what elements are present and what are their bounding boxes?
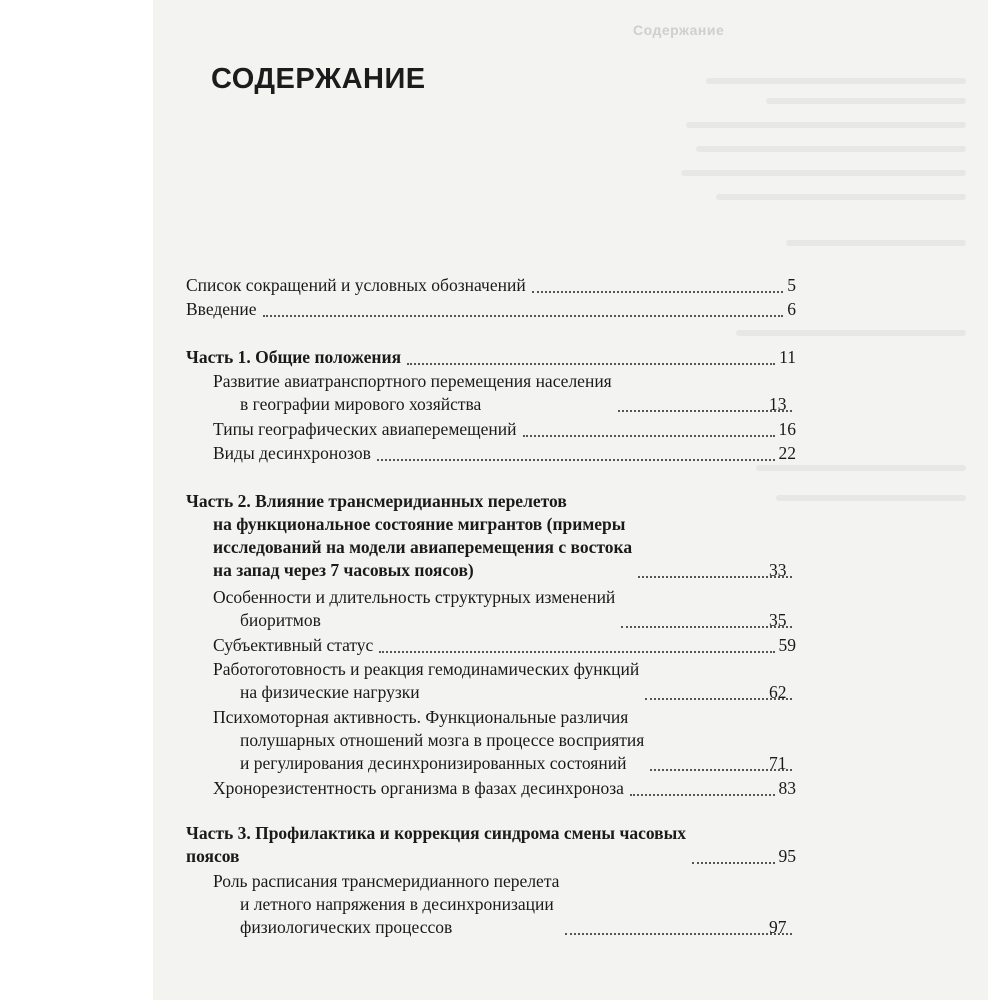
toc-entry-title: Развитие авиатранспортного перемещения населения в географии мирового хозяйства [213,371,612,414]
toc-page-number: 5 [787,275,796,295]
toc-page-number: 83 [778,778,796,798]
bleed-line [716,194,966,200]
toc-entry-title: Виды десинхронозов [213,443,371,463]
toc-entry[interactable]: Работоготовность и реакция гемодинамических функций на физические нагрузки 62 [186,658,796,704]
bleed-line [681,170,966,176]
bleed-line [776,495,966,501]
toc-entry[interactable] [186,418,796,441]
toc-entry-title: Роль расписания трансмеридианного перелета и летного напряжения в десинхронизации физиологических процессов [213,871,560,937]
bleed-through-header: Содержание [633,22,725,38]
toc-part-heading[interactable] [186,346,796,369]
toc-entry[interactable]: Особенности и длительность структурных изменений биоритмов 35 [186,586,796,632]
toc-page-number: 6 [787,299,796,319]
toc-entry-title: Психомоторная активность. Функциональные различия полушарных отношений мозга в процессе восприятия и регулирования десинхронизированных состояний [213,707,645,773]
toc-entry-title: Список сокращений и условных обозначений [186,275,526,295]
toc-leader-dots [618,410,792,412]
toc-entry[interactable] [186,777,796,800]
toc-leader-dots [532,291,784,293]
toc-entry[interactable] [186,634,796,657]
toc-entry[interactable]: Развитие авиатранспортного перемещения населения в географии мирового хозяйства 13 [186,370,796,416]
toc-entry-title: Типы географических авиаперемещений [213,419,517,439]
toc-entry-title: Часть 3. Профилактика и коррекция синдрома смены часовых поясов [186,823,687,866]
toc-page-number: 16 [778,419,796,439]
toc-entry-title: Работоготовность и реакция гемодинамических функций на физические нагрузки [213,659,640,702]
toc-entry-title: Часть 1. Общие положения [186,347,402,367]
bleed-line [736,330,966,336]
toc-entry[interactable] [186,274,796,297]
toc-entry-title: Субъективный статус [213,635,374,655]
toc-entry[interactable] [186,442,796,465]
toc-leader-dots [621,626,792,628]
toc-leader-dots [407,363,775,365]
toc-page-number: 22 [778,443,796,463]
toc-entry-title: Введение [186,299,257,319]
toc-entry[interactable]: Психомоторная активность. Функциональные различия полушарных отношений мозга в процессе восприятия и регулирования десинхронизированных состояний 71 [186,706,796,775]
toc-leader-dots [523,435,775,437]
bleed-line [766,98,966,104]
toc-leader-dots [377,459,775,461]
toc-entry[interactable] [186,298,796,321]
toc-part-heading[interactable] [186,822,796,868]
toc-page-number: 59 [778,635,796,655]
toc-page-number: 95 [778,846,796,866]
toc-page-number: 11 [779,347,796,367]
toc-leader-dots [263,315,784,317]
bleed-line [756,465,966,471]
toc-leader-dots [565,933,792,935]
page-title: СОДЕРЖАНИЕ [211,63,426,95]
toc-entry-title: Хронорезистентность организма в фазах десинхроноза [213,778,624,798]
toc-entry-title: Часть 2. Влияние трансмеридианных перелетов на функциональное состояние мигрантов (примеры исследований на модели авиаперемещения с востока на запад через 7 часовых поясов) [186,491,633,580]
toc-leader-dots [379,651,774,653]
toc-part-heading[interactable]: Часть 2. Влияние трансмеридианных перелетов на функциональное состояние мигрантов (примеры исследований на модели авиаперемещения с востока на запад через 7 часовых поясов) 33 [186,490,796,582]
toc-entry[interactable]: Роль расписания трансмеридианного перелета и летного напряжения в десинхронизации физиологических процессов 97 [186,870,796,939]
book-page [153,0,988,1000]
bleed-line [786,240,966,246]
bleed-line [706,78,966,84]
toc-leader-dots [630,794,775,796]
toc-leader-dots [692,862,774,864]
bleed-line [696,146,966,152]
bleed-line [686,122,966,128]
toc-entry-title: Особенности и длительность структурных изменений биоритмов [213,587,616,630]
